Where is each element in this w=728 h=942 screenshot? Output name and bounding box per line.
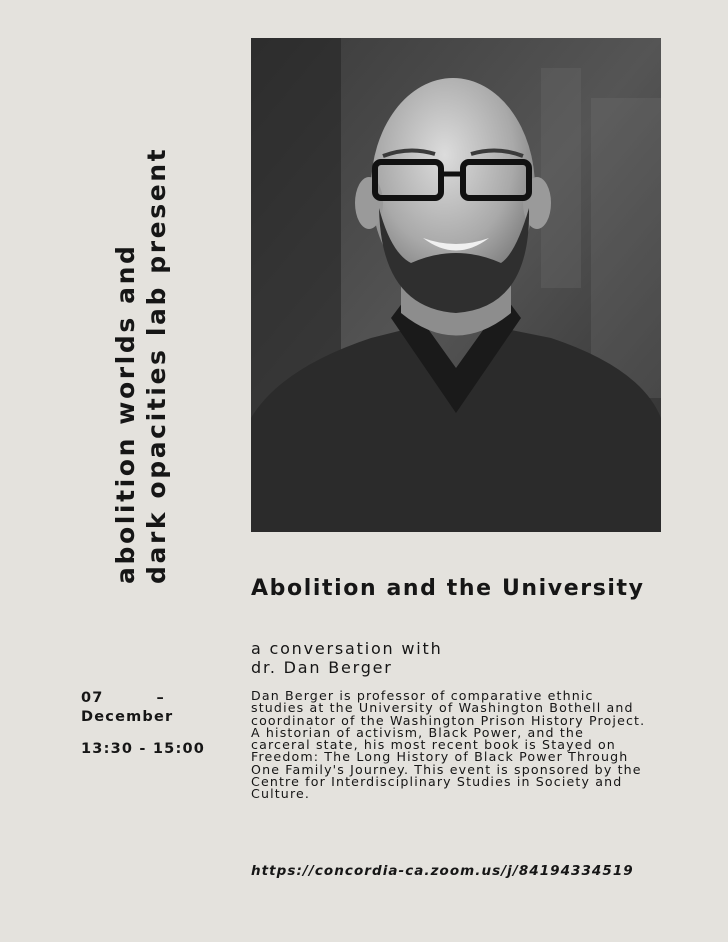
presenters-line-2: dark opacities lab present [142,146,171,584]
event-time: 13:30 - 15:00 [81,741,206,757]
event-title: Abolition and the University [251,576,645,601]
event-subtitle [251,639,671,677]
zoom-link[interactable]: https://concordia-ca.zoom.us/j/84194334519 [251,863,634,879]
subtitle-line-2: dr. Dan Berger [251,658,393,677]
event-schedule [81,689,206,759]
event-date-day-row [81,689,165,708]
event-month: December [81,709,174,725]
event-date-dash: – [156,690,165,706]
speaker-photo [251,38,661,532]
presenters-title [110,44,172,584]
speaker-bio: Dan Berger is professor of comparative ethnic studies at the University of Washington Bothell and coordinator of the Washington Prison History Project. A historian of activism, Black Power, and the carceral state, his most recent book is Stayed on Freedom: The Long History of Black Power Through One Family's Journey. This event is sponsored by the Centre for Interdisciplinary Studies in Society and Culture. [251,688,646,802]
event-day: 07 [81,690,104,706]
subtitle-line-1: a conversation with [251,639,443,658]
presenters-line-1: abolition worlds and [111,243,140,584]
